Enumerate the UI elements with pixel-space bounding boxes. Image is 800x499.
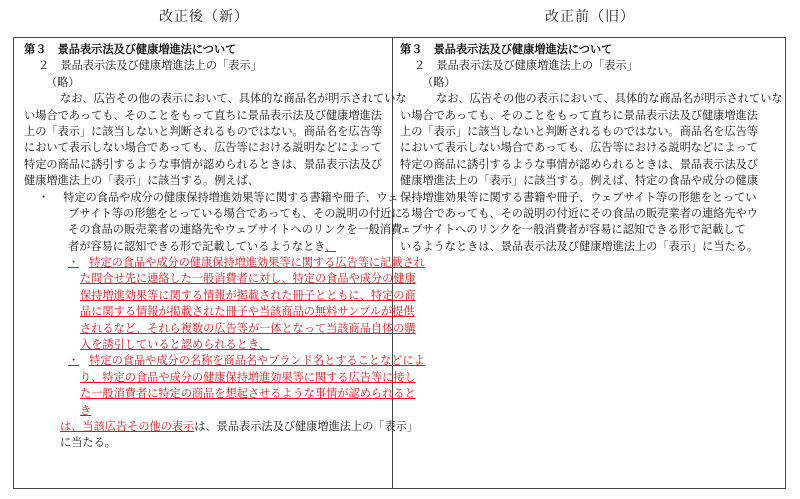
new-text-column xyxy=(24,42,425,452)
para-line: において表示しない場合であっても、広告等における説明などによって xyxy=(24,141,382,155)
revision-text: は、当該広告その他の表示 xyxy=(60,419,195,433)
para-line: る場合であっても、その説明の付近にその食品の販売業者の連絡先やウ xyxy=(400,206,758,220)
para-line: 上の「表示」に該当しないと判断されるものではない。商品名を広告等 xyxy=(24,124,383,138)
para-line: 特定の商品に誘引するような事情が認められるときは、景品表示法及び xyxy=(24,157,383,171)
para-line: なお、広告その他の表示において、具体的な商品名が明示されていな xyxy=(60,92,407,106)
closing-text: は、景品表示法及び健康増進法上の「表示」 xyxy=(194,419,419,433)
para-line: において表示しない場合であっても、広告等における説明などによって xyxy=(400,141,758,155)
header-new: 改正後（新） xyxy=(159,9,249,25)
para-line: 上の「表示」に該当しないと判断されるものではない。商品名を広告等 xyxy=(400,124,759,138)
bullet-line xyxy=(24,255,425,271)
omitted-note: （略） xyxy=(422,75,456,89)
revision-text: 入を誘引していると認められるとき、 xyxy=(80,338,270,352)
para-line: 健康増進法上の「表示」に該当する。例えば、特定の食品や成分の健康 xyxy=(400,174,759,188)
subsection-title: ２ 景品表示法及び健康増進法上の「表示」 xyxy=(38,59,262,73)
section-title: 第３ 景品表示法及び健康増進法について xyxy=(24,43,237,56)
bullet-line xyxy=(24,190,399,206)
revision-text: た問合せ先に連絡した一般消費者に対し、特定の食品や成分の健康 xyxy=(80,272,416,286)
para-line: い場合であっても、そのことをもって直ちに景品表示法及び健康増進法 xyxy=(400,108,758,122)
bullet-text: 特定の食品や成分の健康保持増進効果等に関する書籍や冊子、ウェ xyxy=(63,190,399,204)
bullet-text: 者が容易に認知できる形で記載しているようなとき xyxy=(68,239,325,253)
para-line: い場合であっても、そのことをもって直ちに景品表示法及び健康増進法 xyxy=(24,108,382,122)
closing-line xyxy=(24,419,419,435)
omitted-note: （略） xyxy=(46,75,80,89)
header-old: 改正前（旧） xyxy=(545,9,635,25)
old-text-column xyxy=(400,42,783,255)
para-line: ェブサイトへのリンクを一般消費者が容易に認知できる形で記載して xyxy=(400,223,746,237)
bullet-mark: ・ xyxy=(38,190,50,204)
revision-text: り、特定の食品や成分の健康保持増進効果等に関する広告等に接し xyxy=(80,370,416,384)
section-title: 第３ 景品表示法及び健康増進法について xyxy=(400,43,613,56)
para-line: 特定の商品に誘引するような事情が認められるときは、景品表示法及び xyxy=(400,157,759,171)
bullet-line xyxy=(24,353,425,369)
closing-text: に当たる。 xyxy=(60,436,116,450)
bullet-mark: ・ xyxy=(68,256,80,270)
para-line: なお、広告その他の表示において、具体的な商品名が明示されていな xyxy=(436,92,783,106)
revision-text: き xyxy=(80,403,92,417)
para-line: 保持増進効果等に関する書籍や冊子、ウェブサイト等の形態をとってい xyxy=(400,190,757,204)
revision-text: 特定の食品や成分の健康保持増進効果等に関する広告等に記載され xyxy=(89,256,425,270)
revision-text: 特定の食品や成分の名称を商品名やブランド名とすることなどによ xyxy=(89,354,425,368)
bullet-text: ブサイト等の形態をとっている場合であっても、その説明の付近に xyxy=(68,206,403,220)
revision-text: 品に関する情報が掲載された冊子や当該商品の無料サンプルが提供 xyxy=(80,305,415,319)
bullet-text: その食品の販売業者の連絡先やウェブサイトへのリンクを一般消費 xyxy=(68,223,403,237)
para-line: 健康増進法上の「表示」に該当する。例えば、 xyxy=(24,174,259,188)
revision-text: た一般消費者に特定の商品を想起させるような事情が認められると xyxy=(80,387,416,401)
subsection-title: ２ 景品表示法及び健康増進法上の「表示」 xyxy=(414,59,638,73)
revision-text: されるなど、それら複数の広告等が一体となって当該商品自体の購 xyxy=(80,321,416,335)
para-line: いるようなときは、景品表示法及び健康増進法上の「表示」に当たる。 xyxy=(400,239,759,253)
revision-text: 保持増進効果等に関する情報が掲載された冊子とともに、特定の商 xyxy=(80,288,416,302)
revision-mark: 、 xyxy=(324,239,337,253)
bullet-line xyxy=(24,239,388,255)
bullet-mark: ・ xyxy=(68,354,80,368)
